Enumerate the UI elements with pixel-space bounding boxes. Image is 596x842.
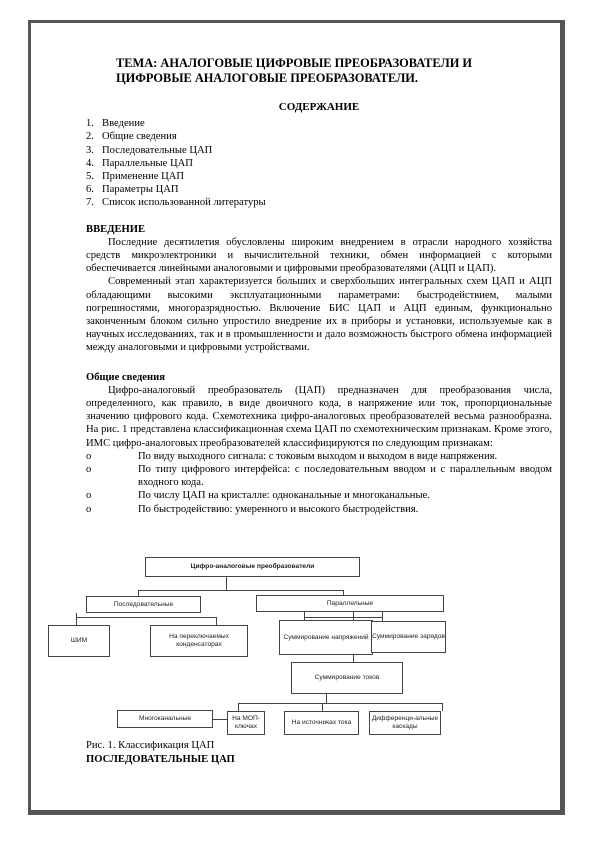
diagram-box-root: Цифро-аналоговые преобразователи bbox=[145, 557, 360, 577]
list-item: o По виду выходного сигнала: с токовым выходом и выходом в виде напряжения. bbox=[86, 450, 498, 462]
diagram-box-current-sources: На источниках тока bbox=[284, 711, 359, 735]
intro-paragraph-2: Современный этап характеризуется больших и сверхбольших интегральных схем ЦАП и АЦП обладающими высокими эксплуатационными параметрами: быстродействием, малыми погрешностями, многоразрядностью. Включение БИС ЦАП и АЦП единым, функционально законченным блоком сильно упростило внедрение их в приборы и установки, используемые как в научных исследованиях, так и в промышленности и дало возможность быстрого обмена информацией между аналоговыми и цифровыми устройствами. bbox=[86, 276, 552, 354]
list-item: o По быстродействию: умеренного и высокого быстродействия. bbox=[86, 503, 419, 515]
document-body bbox=[86, 56, 552, 516]
general-heading: Общие сведения bbox=[86, 371, 165, 383]
toc-item: 5. Применение ЦАП bbox=[86, 171, 185, 183]
diagram-box-serial: Последовательные bbox=[86, 596, 201, 613]
toc-item: 1. Введение bbox=[86, 118, 145, 130]
general-paragraph: Цифро-аналоговый преобразователь (ЦАП) предназначен для преобразования числа, определенного, как правило, в виде двоичного кода, в напряжение или ток, пропорциональные значению цифрового кода. Схемотехника цифро-аналоговых преобразователей весьма разнообразна. На рис. 1 представлена классификационная схема ЦАП по схемотехническим признакам. Кроме этого, ИМС цифро-аналоговых преобразователей классифицируются по следующим признакам: bbox=[86, 384, 552, 449]
diagram-box-parallel: Параллельные bbox=[256, 595, 444, 612]
list-item: o По числу ЦАП на кристалле: одноканальные и многоканальные. bbox=[86, 490, 430, 502]
diagram-box-shim: ШИМ bbox=[48, 625, 110, 657]
toc-item: 4. Параллельные ЦАП bbox=[86, 157, 193, 169]
diagram-box-voltage-sum: Суммирование напряжений bbox=[279, 620, 373, 655]
classification-diagram bbox=[66, 557, 445, 737]
list-item: o По типу цифрового интерфейса: с последовательным вводом и с параллельным вводом входного кода. bbox=[86, 464, 552, 489]
toc-list bbox=[86, 117, 552, 209]
diagram-box-differential: Дифференци-альные каскады bbox=[369, 711, 441, 735]
toc-item: 3. Последовательные ЦАП bbox=[86, 144, 213, 156]
intro-paragraph-1: Последние десятилетия обусловлены широким внедрением в отрасли народного хозяйства средств микроэлектроники и вычислительной техники, обмен информацией с которыми обеспечивается линейными аналоговыми и цифровыми преобразователями (АЦП и ЦАП). bbox=[86, 236, 552, 275]
diagram-box-current-sum: Суммирование токов bbox=[291, 662, 403, 694]
section-heading: ПОСЛЕДОВАТЕЛЬНЫЕ ЦАП bbox=[86, 754, 235, 765]
toc-item: 2. Общие сведения bbox=[86, 131, 177, 143]
diagram-box-multichannel: Многоканальные bbox=[117, 710, 213, 728]
document-title: ТЕМА: АНАЛОГОВЫЕ ЦИФРОВЫЕ ПРЕОБРАЗОВАТЕЛИ И ЦИФРОВЫЕ АНАЛОГОВЫЕ ПРЕОБРАЗОВАТЕЛИ. bbox=[116, 56, 473, 85]
diagram-box-mos-keys: На МОП-ключах bbox=[227, 711, 265, 735]
diagram-box-charge-sum: Суммирование зарядов bbox=[371, 621, 446, 653]
toc-item: 6. Параметры ЦАП bbox=[86, 184, 179, 196]
toc-item: 7. Список использованной литературы bbox=[86, 197, 266, 209]
intro-heading: ВВЕДЕНИЕ bbox=[86, 223, 146, 235]
diagram-box-switched-caps: На переключаемых конденсаторах bbox=[150, 625, 248, 657]
figure-caption: Рис. 1. Классификация ЦАП bbox=[86, 740, 215, 751]
toc-heading: СОДЕРЖАНИЕ bbox=[278, 101, 360, 113]
